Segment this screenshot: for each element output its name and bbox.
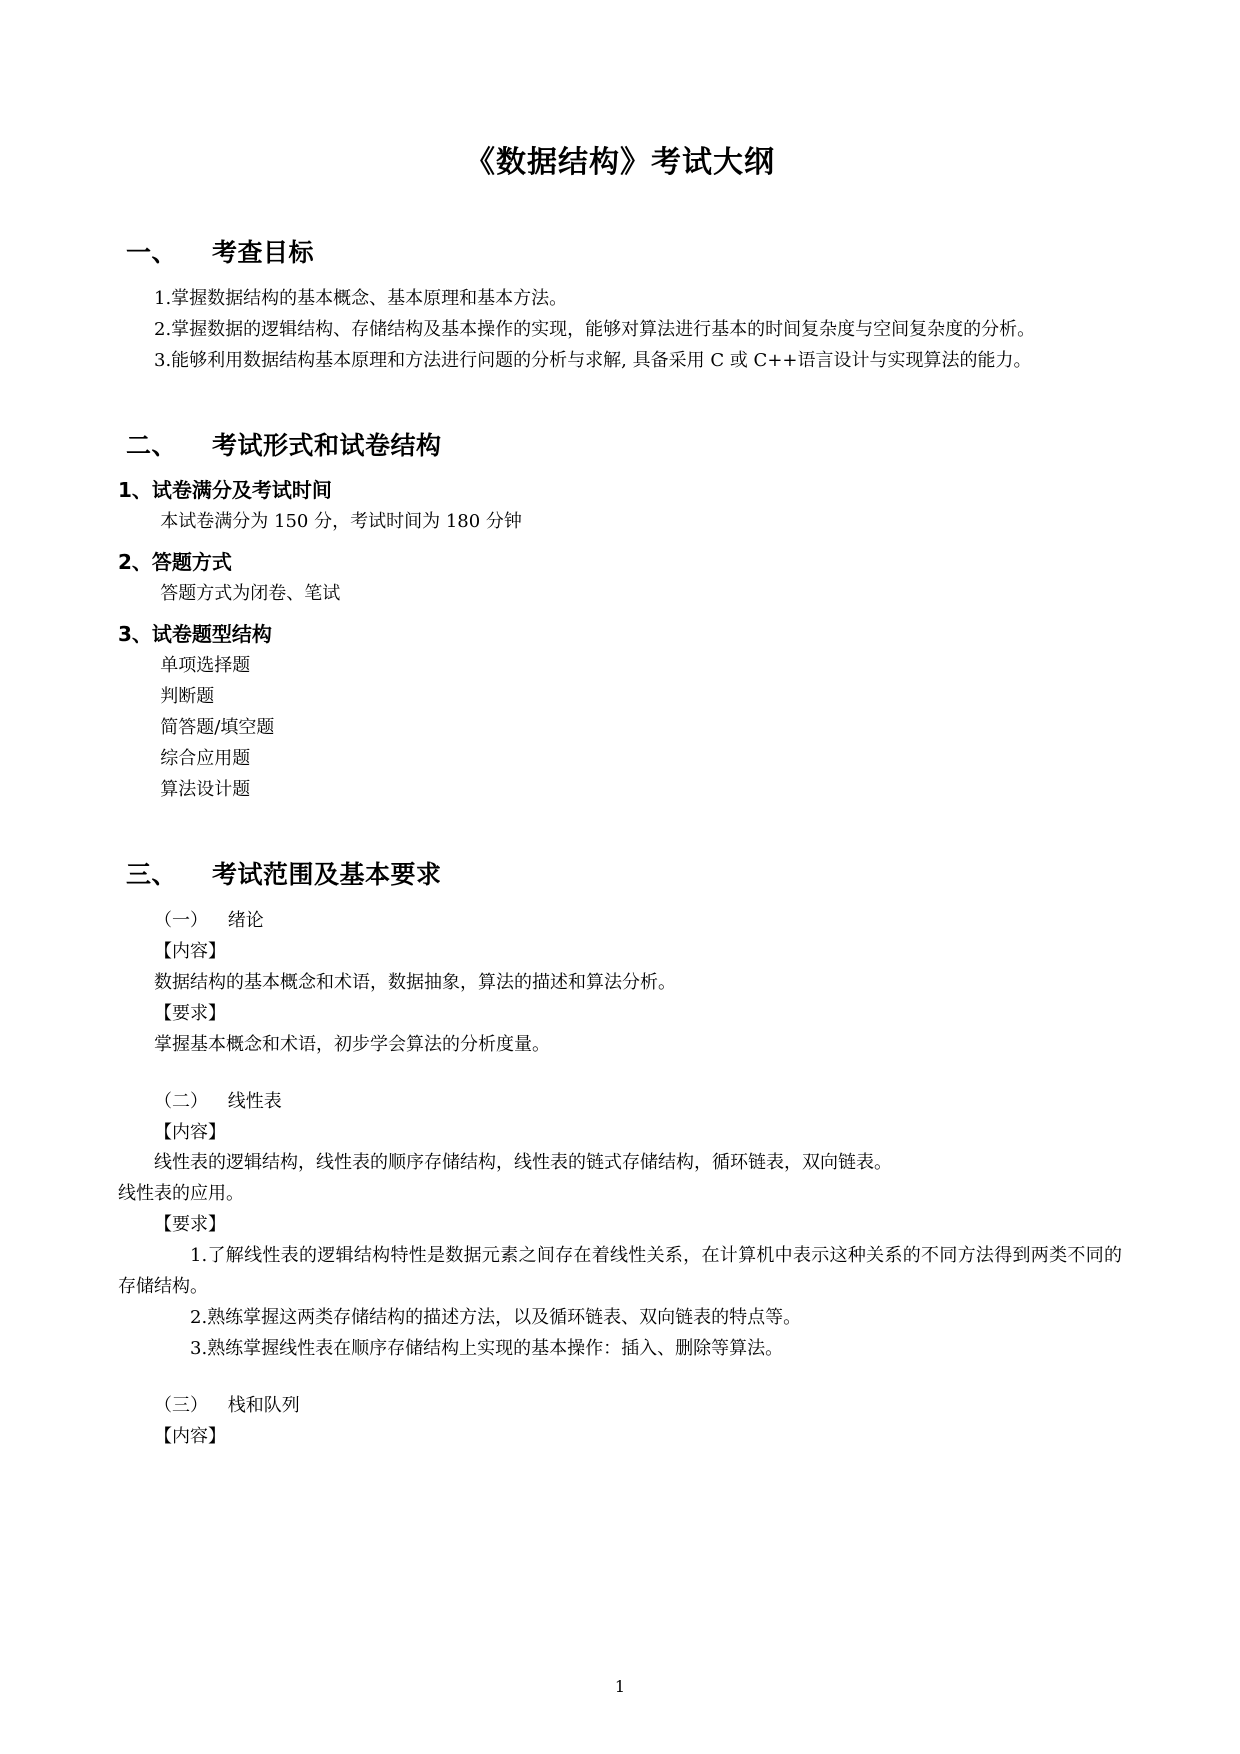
requirement-number: 2. bbox=[190, 1307, 208, 1329]
chapter-name-2: 线性表 bbox=[227, 1090, 282, 1112]
question-type-item: 综合应用题 bbox=[160, 748, 251, 770]
section-title-3: 考试范围及基本要求 bbox=[212, 860, 442, 890]
chapter-2-requirement-item bbox=[118, 1303, 1122, 1334]
requirement-number: 1. bbox=[190, 1245, 208, 1267]
chapter-name-1: 绪论 bbox=[227, 909, 264, 931]
section1-item-2: 2.掌握数据的逻辑结构、存储结构及基本操作的实现，能够对算法进行基本的时间复杂度与空间复杂度的分析。 bbox=[154, 318, 1036, 340]
requirement-label: 【要求】 bbox=[154, 1002, 226, 1024]
section1-item-1: 1.掌握数据结构的基本概念、基本原理和基本方法。 bbox=[154, 287, 568, 309]
chapter-number-1: （一） bbox=[154, 909, 208, 931]
chapter-2-requirement-item bbox=[118, 1241, 1122, 1303]
spacer bbox=[118, 1061, 1122, 1087]
chapter-2-content-line-1: 线性表的逻辑结构，线性表的顺序存储结构，线性表的链式存储结构，循环链表，双向链表。 bbox=[154, 1152, 892, 1174]
question-type-item: 单项选择题 bbox=[160, 655, 251, 677]
section-heading-1 bbox=[126, 236, 1122, 270]
requirement-text: 了解线性表的逻辑结构特性是数据元素之间存在着线性关系，在计算机中表示这种关系的不同方法得到两类不同的存储结构。 bbox=[118, 1245, 1122, 1298]
section-heading-2 bbox=[126, 429, 1122, 463]
chapter-1-requirement: 掌握基本概念和术语，初步学会算法的分析度量。 bbox=[154, 1033, 550, 1055]
subsection-heading-2: 2、答题方式 bbox=[118, 550, 232, 575]
chapter-heading-2 bbox=[118, 1087, 1122, 1118]
subsection-heading-3: 3、试卷题型结构 bbox=[118, 622, 272, 647]
section-heading-3 bbox=[126, 858, 1122, 892]
chapter-heading-1 bbox=[118, 906, 1122, 937]
subsection-heading-1: 1、试卷满分及考试时间 bbox=[118, 478, 332, 503]
page-number: 1 bbox=[614, 1677, 626, 1696]
requirement-label: 【要求】 bbox=[154, 1214, 226, 1236]
chapter-number-3: （三） bbox=[154, 1395, 208, 1417]
content-label: 【内容】 bbox=[154, 1426, 226, 1448]
section-number-1: 一、 bbox=[126, 238, 178, 267]
section-title-1: 考查目标 bbox=[212, 238, 315, 267]
section-title-2: 考试形式和试卷结构 bbox=[212, 430, 442, 460]
subsection-2-text: 答题方式为闭卷、笔试 bbox=[160, 583, 341, 605]
section1-item-3: 3.能够利用数据结构基本原理和方法进行问题的分析与求解, 具备采用 C 或 C++语言设计与实现算法的能力。 bbox=[154, 349, 1032, 371]
chapter-2-content-line-2: 线性表的应用。 bbox=[118, 1183, 244, 1205]
spacer bbox=[118, 1365, 1122, 1391]
section-number-3: 三、 bbox=[126, 860, 178, 890]
requirement-text: 熟练掌握这两类存储结构的描述方法，以及循环链表、双向链表的特点等。 bbox=[207, 1307, 802, 1329]
subsection-1-text: 本试卷满分为 150 分，考试时间为 180 分钟 bbox=[160, 511, 522, 533]
requirement-number: 3. bbox=[190, 1338, 208, 1360]
chapter-number-2: （二） bbox=[154, 1090, 208, 1112]
section-number-2: 二、 bbox=[126, 430, 178, 460]
content-label: 【内容】 bbox=[154, 940, 226, 962]
requirement-text: 熟练掌握线性表在顺序存储结构上实现的基本操作：插入、删除等算法。 bbox=[207, 1338, 784, 1360]
question-type-item: 算法设计题 bbox=[160, 779, 251, 801]
question-type-item: 简答题/填空题 bbox=[160, 717, 275, 739]
page-title: 《数据结构》考试大纲 bbox=[465, 145, 775, 180]
chapter-1-content: 数据结构的基本概念和术语，数据抽象，算法的描述和算法分析。 bbox=[154, 971, 676, 993]
chapter-name-3: 栈和队列 bbox=[227, 1395, 300, 1417]
chapter-2-requirement-item bbox=[118, 1334, 1122, 1365]
chapter-heading-3 bbox=[118, 1391, 1122, 1422]
question-type-item: 判断题 bbox=[160, 686, 215, 708]
content-label: 【内容】 bbox=[154, 1121, 226, 1143]
